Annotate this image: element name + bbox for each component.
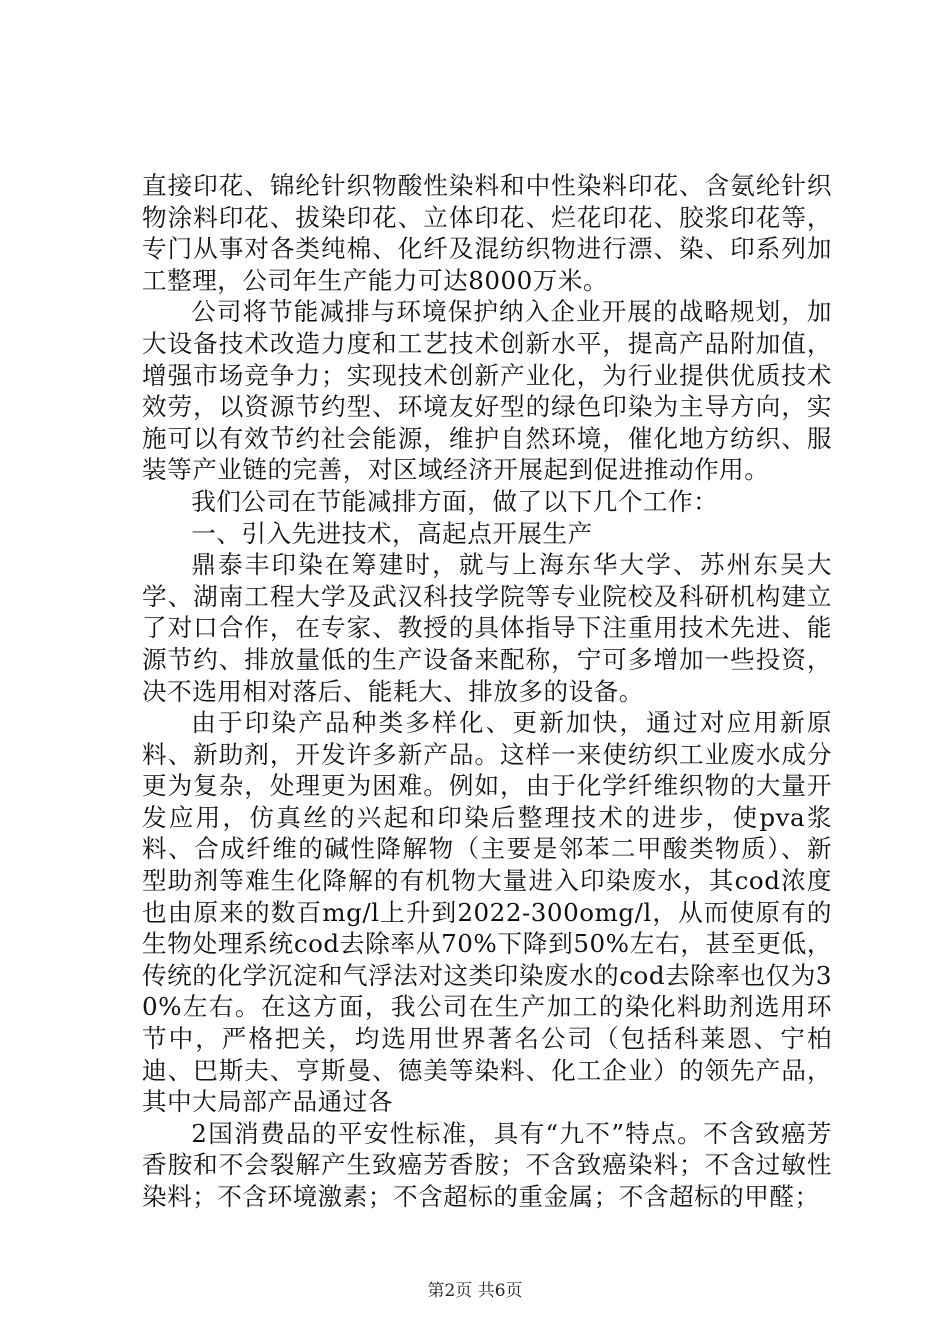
paragraph-4: 鼎泰丰印染在筹建时，就与上海东华大学、苏州东吴大学、湖南工程大学及武汉科技学院等专业院校及科研机构建立了对口合作，在专家、教授的具体指导下注重用技术先进、能源节约、排放量低的生产设备来配称，宁可多增加一些投资，决不选用相对落后、能耗大、排放多的设备。 [142,550,832,706]
paragraph-1: 直接印花、锦纶针织物酸性染料和中性染料印花、含氨纶针织物涂料印花、拔染印花、立体印花、烂花印花、胶浆印花等，专门从事对各类纯棉、化纤及混纺织物进行漂、染、印系列加工整理，公司年生产能力可达8000万米。 [142,171,832,295]
paragraph-3: 我们公司在节能减排方面，做了以下几个工作： [191,486,719,516]
paragraph-6: 2国消费品的平安性标准，具有“九不”特点。不含致癌芳香胺和不会裂解产生致癌芳香胺；不含致癌染料；不含过敏性染料；不含环境激素；不含超标的重金属；不含超标的甲醛； [142,1118,832,1211]
document-body [142,170,832,1213]
paragraph-2: 公司将节能减排与环境保护纳入企业开展的战略规划，加大设备技术改造力度和工艺技术创新水平，提高产品附加值，增强市场竞争力；实现技术创新产业化，为行业提供优质技术效劳，以资源节约型、环境友好型的绿色印染为主导方向，实施可以有效节约社会能源，维护自然环境，催化地方纺织、服装等产业链的完善，对区域经济开展起到促进推动作用。 [142,297,832,485]
page-footer: 第2页 共6页 [427,1281,523,1301]
paragraph-5: 由于印染产品种类多样化、更新加快，通过对应用新原料、新助剂，开发许多新产品。这样一来使纺织工业废水成分更为复杂，处理更为困难。例如，由于化学纤维织物的大量开发应用，仿真丝的兴起和印染后整理技术的进步，使pva浆料、合成纤维的碱性降解物（主要是邻苯二甲酸类物质）、新型助剂等难生化降解的有机物大量进入印染废水，其cod浓度也由原来的数百mg/l上升到2022-300omg/l，从而使原有的生物处理系统cod去除率从70%下降到50%左右，甚至更低，传统的化学沉淀和气浮法对这类印染废水的cod去除率也仅为30%左右。在这方面，我公司在生产加工的染化料助剂选用环节中，严格把关，均选用世界著名公司（包括科莱恩、宁柏迪、巴斯夫、亨斯曼、德美等染料、化工企业）的领先产品，其中大局部产品通过各 [142,708,832,1117]
section-heading: 一、引入先进技术，高起点开展生产 [191,518,593,548]
